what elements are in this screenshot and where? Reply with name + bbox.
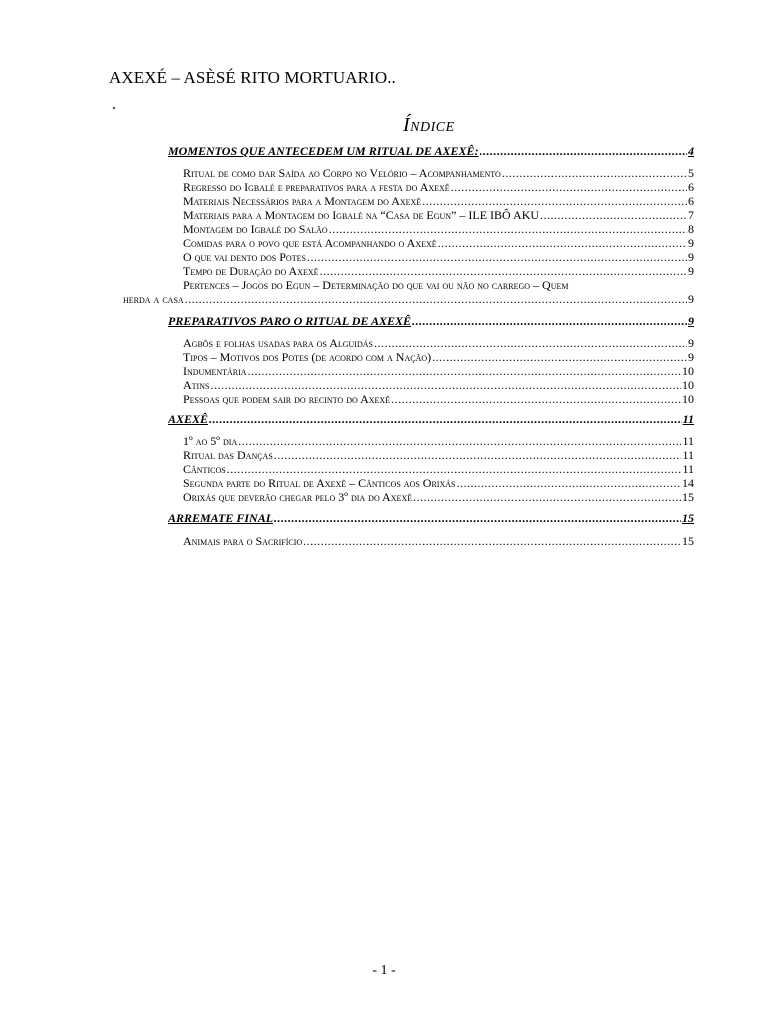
toc-page-number: 5 xyxy=(688,166,694,180)
toc-page-number: 10 xyxy=(682,378,694,392)
toc-page-number: 9 xyxy=(688,336,694,350)
toc-page-number: 9 xyxy=(688,236,694,250)
toc-page-number: 4 xyxy=(688,144,694,158)
toc-page-number: 8 xyxy=(688,222,694,236)
dot-leader xyxy=(303,534,681,549)
dot-leader xyxy=(412,314,687,329)
toc-page-number: 9 xyxy=(688,264,694,278)
toc-entry[interactable] xyxy=(183,392,694,407)
dot-leader xyxy=(451,180,687,195)
toc-page-number: 15 xyxy=(682,534,694,548)
toc-entry-title: Cânticos xyxy=(183,462,226,476)
toc-entry[interactable] xyxy=(183,476,694,491)
toc-page-number: 11 xyxy=(682,412,694,426)
toc-page-number: 10 xyxy=(682,364,694,378)
dot-leader xyxy=(413,490,681,505)
dot-leader xyxy=(391,392,681,407)
toc-entry-title: Atins xyxy=(183,378,210,392)
toc-entry-title: Agbôs e folhas usadas para os Alguidás xyxy=(183,336,373,350)
toc-page-number: 15 xyxy=(682,511,694,525)
toc-entry-title: Orixás que deverão chegar pelo 3º dia do Axexê xyxy=(183,490,413,504)
dot-leader xyxy=(307,250,687,265)
toc-entry[interactable] xyxy=(183,490,694,505)
toc-entry-title: Ritual das Danças xyxy=(183,448,273,462)
dot-mark: . xyxy=(112,96,116,113)
index-heading: Índice xyxy=(403,114,455,136)
toc-page-number: 10 xyxy=(682,392,694,406)
toc-entry[interactable] xyxy=(183,236,694,251)
toc-entry[interactable] xyxy=(183,336,694,351)
dot-leader xyxy=(248,364,681,379)
toc-entry[interactable] xyxy=(183,350,694,365)
dot-leader xyxy=(438,236,687,251)
dot-leader xyxy=(374,336,687,351)
dot-leader xyxy=(209,412,682,427)
toc-entry[interactable] xyxy=(183,378,694,393)
document-title: AXEXÉ – ASÈSÉ RITO MORTUARIO.. xyxy=(109,68,396,87)
toc-section-preparativos[interactable] xyxy=(168,314,694,329)
toc-entry-title: O que vai dento dos Potes xyxy=(183,250,306,264)
toc-section-momentos[interactable] xyxy=(168,144,694,159)
toc-page-number: 14 xyxy=(682,476,694,490)
toc-entry[interactable] xyxy=(183,434,694,449)
dot-leader xyxy=(480,144,687,159)
dot-leader xyxy=(274,511,681,526)
toc-entry-title: Pessoas que podem sair do recinto do Axexê xyxy=(183,392,391,406)
toc-entry[interactable] xyxy=(183,462,694,477)
toc-entry[interactable] xyxy=(183,166,694,181)
toc-entry[interactable] xyxy=(183,534,694,549)
page-number-footer: - 1 - xyxy=(372,963,396,978)
toc-page-number: 7 xyxy=(688,208,694,222)
toc-entry[interactable] xyxy=(183,222,694,237)
toc-section-title: ARREMATE FINAL xyxy=(168,511,274,525)
toc-page-number: 6 xyxy=(688,194,694,208)
toc-entry-title: Ritual de como dar Saída ao Corpo no Velório – Acompanhamento xyxy=(183,166,501,180)
toc-entry[interactable] xyxy=(183,208,694,223)
toc-entry-title: Animais para o Sacrifício xyxy=(183,534,303,548)
dot-leader xyxy=(540,208,687,223)
toc-page-number: 11 xyxy=(682,462,694,476)
toc-entry-title: Regresso do Igbalé e preparativos para a festa do Axexê xyxy=(183,180,450,194)
dot-leader xyxy=(432,350,687,365)
dot-leader xyxy=(502,166,687,181)
toc-entry-title: Materiais Necessários para a Montagem do Axexê xyxy=(183,194,422,208)
toc-page-number: 9 xyxy=(688,314,694,328)
dot-leader xyxy=(274,448,682,463)
toc-entry[interactable] xyxy=(123,292,694,307)
toc-page-number: 15 xyxy=(682,490,694,504)
toc-section-axexe[interactable] xyxy=(168,412,694,427)
toc-entry-title: 1º ao 5º dia xyxy=(183,434,238,448)
toc-page-number: 9 xyxy=(688,292,694,306)
dot-leader xyxy=(185,292,687,307)
toc-entry-title: Tipos – Motivos dos Potes (de acordo com a Nação) xyxy=(183,350,432,364)
toc-entry[interactable] xyxy=(183,264,694,279)
toc-entry[interactable] xyxy=(183,448,694,463)
toc-section-title: PREPARATIVOS PARO O RITUAL DE AXEXÊ xyxy=(168,314,412,328)
toc-page-number: 6 xyxy=(688,180,694,194)
toc-entry[interactable] xyxy=(183,250,694,265)
toc-section-arremate[interactable] xyxy=(168,511,694,526)
dot-leader xyxy=(227,462,682,477)
dot-leader xyxy=(238,434,681,449)
dot-leader xyxy=(422,194,687,209)
toc-entry-title: Segunda parte do Ritual de Axexê – Cânticos aos Orixás xyxy=(183,476,456,490)
toc-entry-title: Montagem do Igbalé do Salão xyxy=(183,222,328,236)
toc-entry[interactable] xyxy=(183,364,694,379)
toc-entry-title: Indumentária xyxy=(183,364,247,378)
dot-leader xyxy=(456,476,681,491)
toc-entry-title: Tempo de Duração do Axexê xyxy=(183,264,319,278)
toc-section-title: AXEXÊ xyxy=(168,412,209,426)
dot-leader xyxy=(329,222,687,237)
toc-page-number: 9 xyxy=(688,350,694,364)
toc-entry[interactable] xyxy=(183,194,694,209)
dot-leader xyxy=(320,264,687,279)
dot-leader xyxy=(210,378,681,393)
toc-entry[interactable] xyxy=(183,180,694,195)
toc-entry-title: Materiais para a Montagem do Igbalé na “Casa de Egun” – ILE IBÔ AKU xyxy=(183,208,540,222)
toc-page-number: 11 xyxy=(682,434,694,448)
toc-entry-title: Comidas para o povo que está Acompanhando o Axexê xyxy=(183,236,437,250)
toc-page-number: 9 xyxy=(688,250,694,264)
toc-section-title: MOMENTOS QUE ANTECEDEM UM RITUAL DE AXEXÊ: xyxy=(168,144,479,158)
toc-page-number: 11 xyxy=(682,448,694,462)
toc-entry-title: herda a casa xyxy=(123,292,184,306)
toc-entry-wrapped-line[interactable]: Pertences – Jogos do Egun – Determinação do que vai ou não no carrego – Quem xyxy=(183,278,569,292)
